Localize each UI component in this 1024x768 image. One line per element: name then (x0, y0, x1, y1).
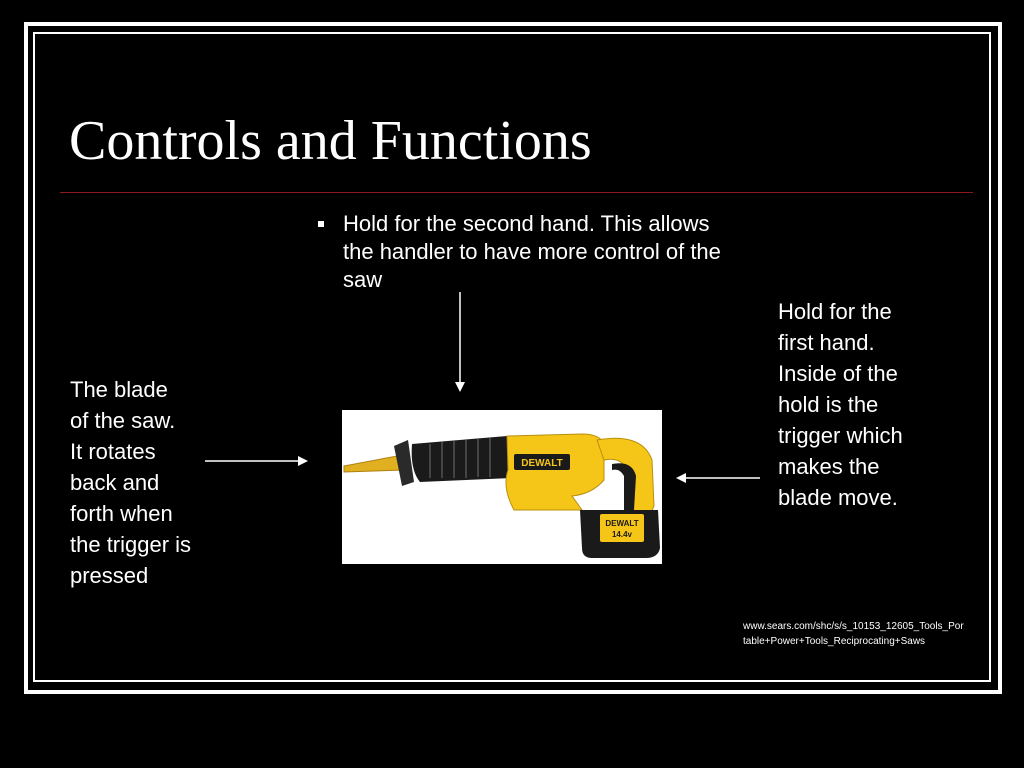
trigger-icon (612, 463, 636, 510)
svg-text:DEWALT: DEWALT (521, 458, 563, 469)
motor-body-icon (506, 434, 604, 510)
svg-text:14.4v: 14.4v (611, 530, 633, 539)
svg-text:DEWALT: DEWALT (605, 519, 639, 528)
down-arrow-icon (455, 292, 465, 392)
saw-blade-icon (344, 456, 404, 472)
right-arrow-icon (205, 456, 308, 466)
trigger-hold-description: Hold for the first hand. Inside of the hold is the trigger which makes the blade move. (778, 299, 903, 510)
slide-title: Controls and Functions (69, 110, 592, 172)
reciprocating-saw-image (342, 410, 662, 564)
bullet-text: Hold for the second hand. This allows the handler to have more control of the saw (343, 211, 721, 292)
left-arrow-icon (676, 473, 760, 483)
front-grip-icon (412, 436, 519, 482)
source-url: www.sears.com/shc/s/s_10153_12605_Tools_Portable+Power+Tools_Reciprocating+Saws (743, 621, 964, 647)
blade-description: The blade of the saw. It rotates back and forth when the trigger is pressed (70, 377, 192, 588)
